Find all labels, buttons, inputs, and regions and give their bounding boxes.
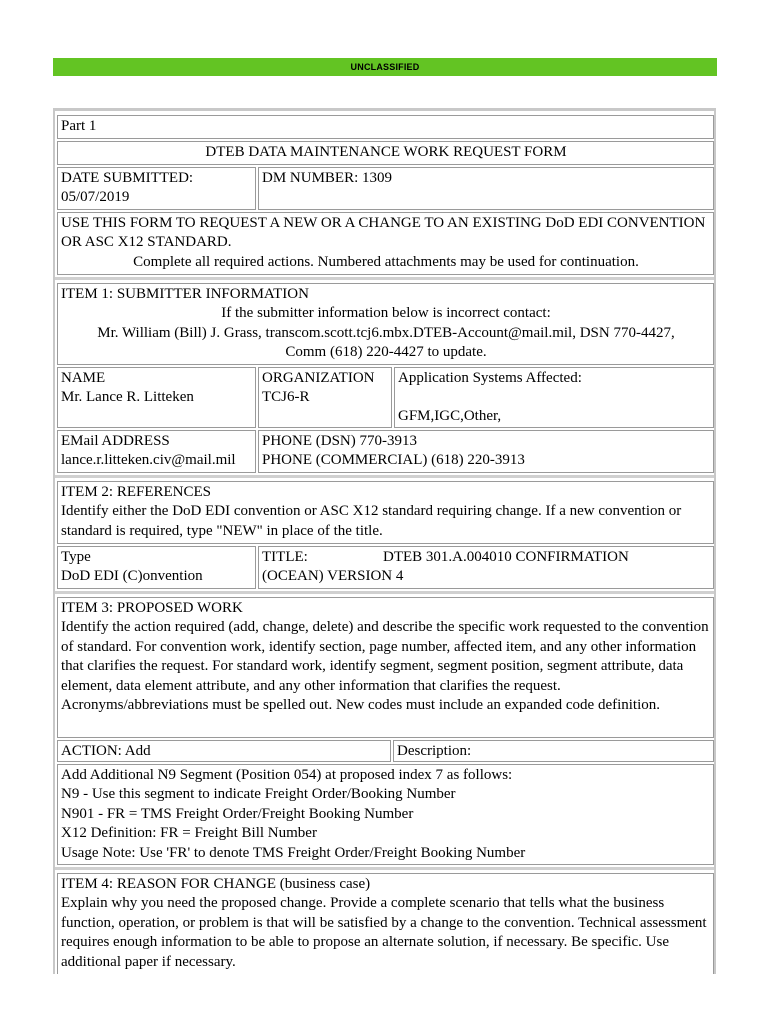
email-cell [57, 430, 256, 473]
work-request-form [53, 108, 716, 974]
section-divider [55, 277, 714, 280]
organization-cell [258, 367, 392, 428]
name-cell [57, 367, 256, 428]
description-cell [57, 764, 714, 865]
part-label: Part 1 [57, 115, 714, 139]
item4-text: Explain why you need the proposed change. Provide a complete scenario that tells what the business function, operation, or problem is that will be satisfied by a change to the convention. Technical assessment requires enough information to be able to propose an alternate solution, if necessary. Be specific. Use additional paper if necessary. [61, 895, 707, 970]
item1-header-cell [57, 283, 714, 365]
description-line: N901 - FR = TMS Freight Order/Freight Booking Number [61, 805, 414, 822]
date-submitted-cell [57, 167, 256, 210]
systems-label: Application Systems Affected: [398, 370, 582, 386]
title-cell [258, 546, 714, 589]
action-cell [57, 740, 391, 762]
phone-commercial: PHONE (COMMERCIAL) (618) 220-3913 [262, 452, 525, 469]
type-label: Type [61, 549, 91, 565]
action-value: ACTION: Add [61, 743, 151, 759]
systems-cell [394, 367, 714, 428]
item1-note-line2: Mr. William (Bill) J. Grass, transcom.scott.tcj6.mbx.DTEB-Account@mail.mil, DSN 770-4427, [97, 324, 675, 341]
title-value: DTEB 301.A.004010 CONFIRMATION [383, 549, 629, 565]
description-line: Add Additional N9 Segment (Position 054) at proposed index 7 as follows: [61, 767, 513, 783]
item3-text: Identify the action required (add, change, delete) and describe the specific work requested to the convention of standard. For convention work, identify section, page number, affected item, and any other information that clarifies the request. For standard work, identify segment, segment position, segment attribute, data element, data element attribute, and any other information that clarifies the request. Acronyms/abbreviations must be spelled out. New codes must include an expanded code definition. [61, 619, 709, 714]
description-label-cell [393, 740, 714, 762]
classification-banner: UNCLASSIFIED [53, 58, 717, 76]
item1-heading: ITEM 1: SUBMITTER INFORMATION [61, 286, 309, 302]
date-submitted-label: DATE SUBMITTED: [61, 170, 194, 186]
instructions-note: Complete all required actions. Numbered attachments may be used for continuation. [133, 253, 639, 270]
item2-heading: ITEM 2: REFERENCES [61, 484, 212, 500]
phone-dsn: PHONE (DSN) 770-3913 [262, 433, 417, 449]
item1-note-line1: If the submitter information below is incorrect contact: [221, 305, 551, 322]
section-divider [55, 591, 714, 594]
title-value-continued: (OCEAN) VERSION 4 [262, 568, 404, 585]
form-title: DTEB DATA MAINTENANCE WORK REQUEST FORM [57, 141, 714, 165]
description-line: Usage Note: Use 'FR' to denote TMS Freight Order/Freight Booking Number [61, 844, 526, 861]
date-submitted-value: 05/07/2019 [61, 189, 130, 206]
type-cell [57, 546, 256, 589]
item4-header-cell [57, 873, 714, 974]
instructions-cell [57, 212, 714, 275]
section-divider [55, 867, 714, 870]
organization-label: ORGANIZATION [262, 370, 375, 386]
instructions-text: USE THIS FORM TO REQUEST A NEW OR A CHANGE TO AN EXISTING DoD EDI CONVENTION OR ASC X12 STANDARD. [61, 215, 706, 251]
description-line: X12 Definition: FR = Freight Bill Number [61, 825, 317, 842]
item1-note-line3: Comm (618) 220-4427 to update. [285, 344, 487, 361]
dm-number-cell [258, 167, 714, 210]
name-value: Mr. Lance R. Litteken [61, 389, 194, 406]
organization-value: TCJ6-R [262, 389, 310, 406]
title-label: TITLE: [262, 549, 308, 565]
dm-number-label: DM NUMBER: [262, 170, 359, 186]
dm-number-value: 1309 [362, 170, 393, 186]
systems-value: GFM,IGC,Other, [398, 408, 502, 425]
item2-text: Identify either the DoD EDI convention or ASC X12 standard requiring change. If a new convention or standard is required, type "NEW" in place of the title. [61, 503, 682, 539]
item4-heading: ITEM 4: REASON FOR CHANGE (business case) [61, 876, 371, 892]
type-value: DoD EDI (C)onvention [61, 568, 203, 585]
item3-header-cell [57, 597, 714, 738]
item2-header-cell [57, 481, 714, 544]
section-divider [55, 475, 714, 478]
email-label: EMail ADDRESS [61, 433, 170, 449]
item3-heading: ITEM 3: PROPOSED WORK [61, 600, 243, 616]
description-label: Description: [397, 743, 472, 759]
email-value: lance.r.litteken.civ@mail.mil [61, 452, 236, 469]
phone-cell [258, 430, 714, 473]
description-line: N9 - Use this segment to indicate Freight Order/Booking Number [61, 786, 456, 803]
name-label: NAME [61, 370, 106, 386]
